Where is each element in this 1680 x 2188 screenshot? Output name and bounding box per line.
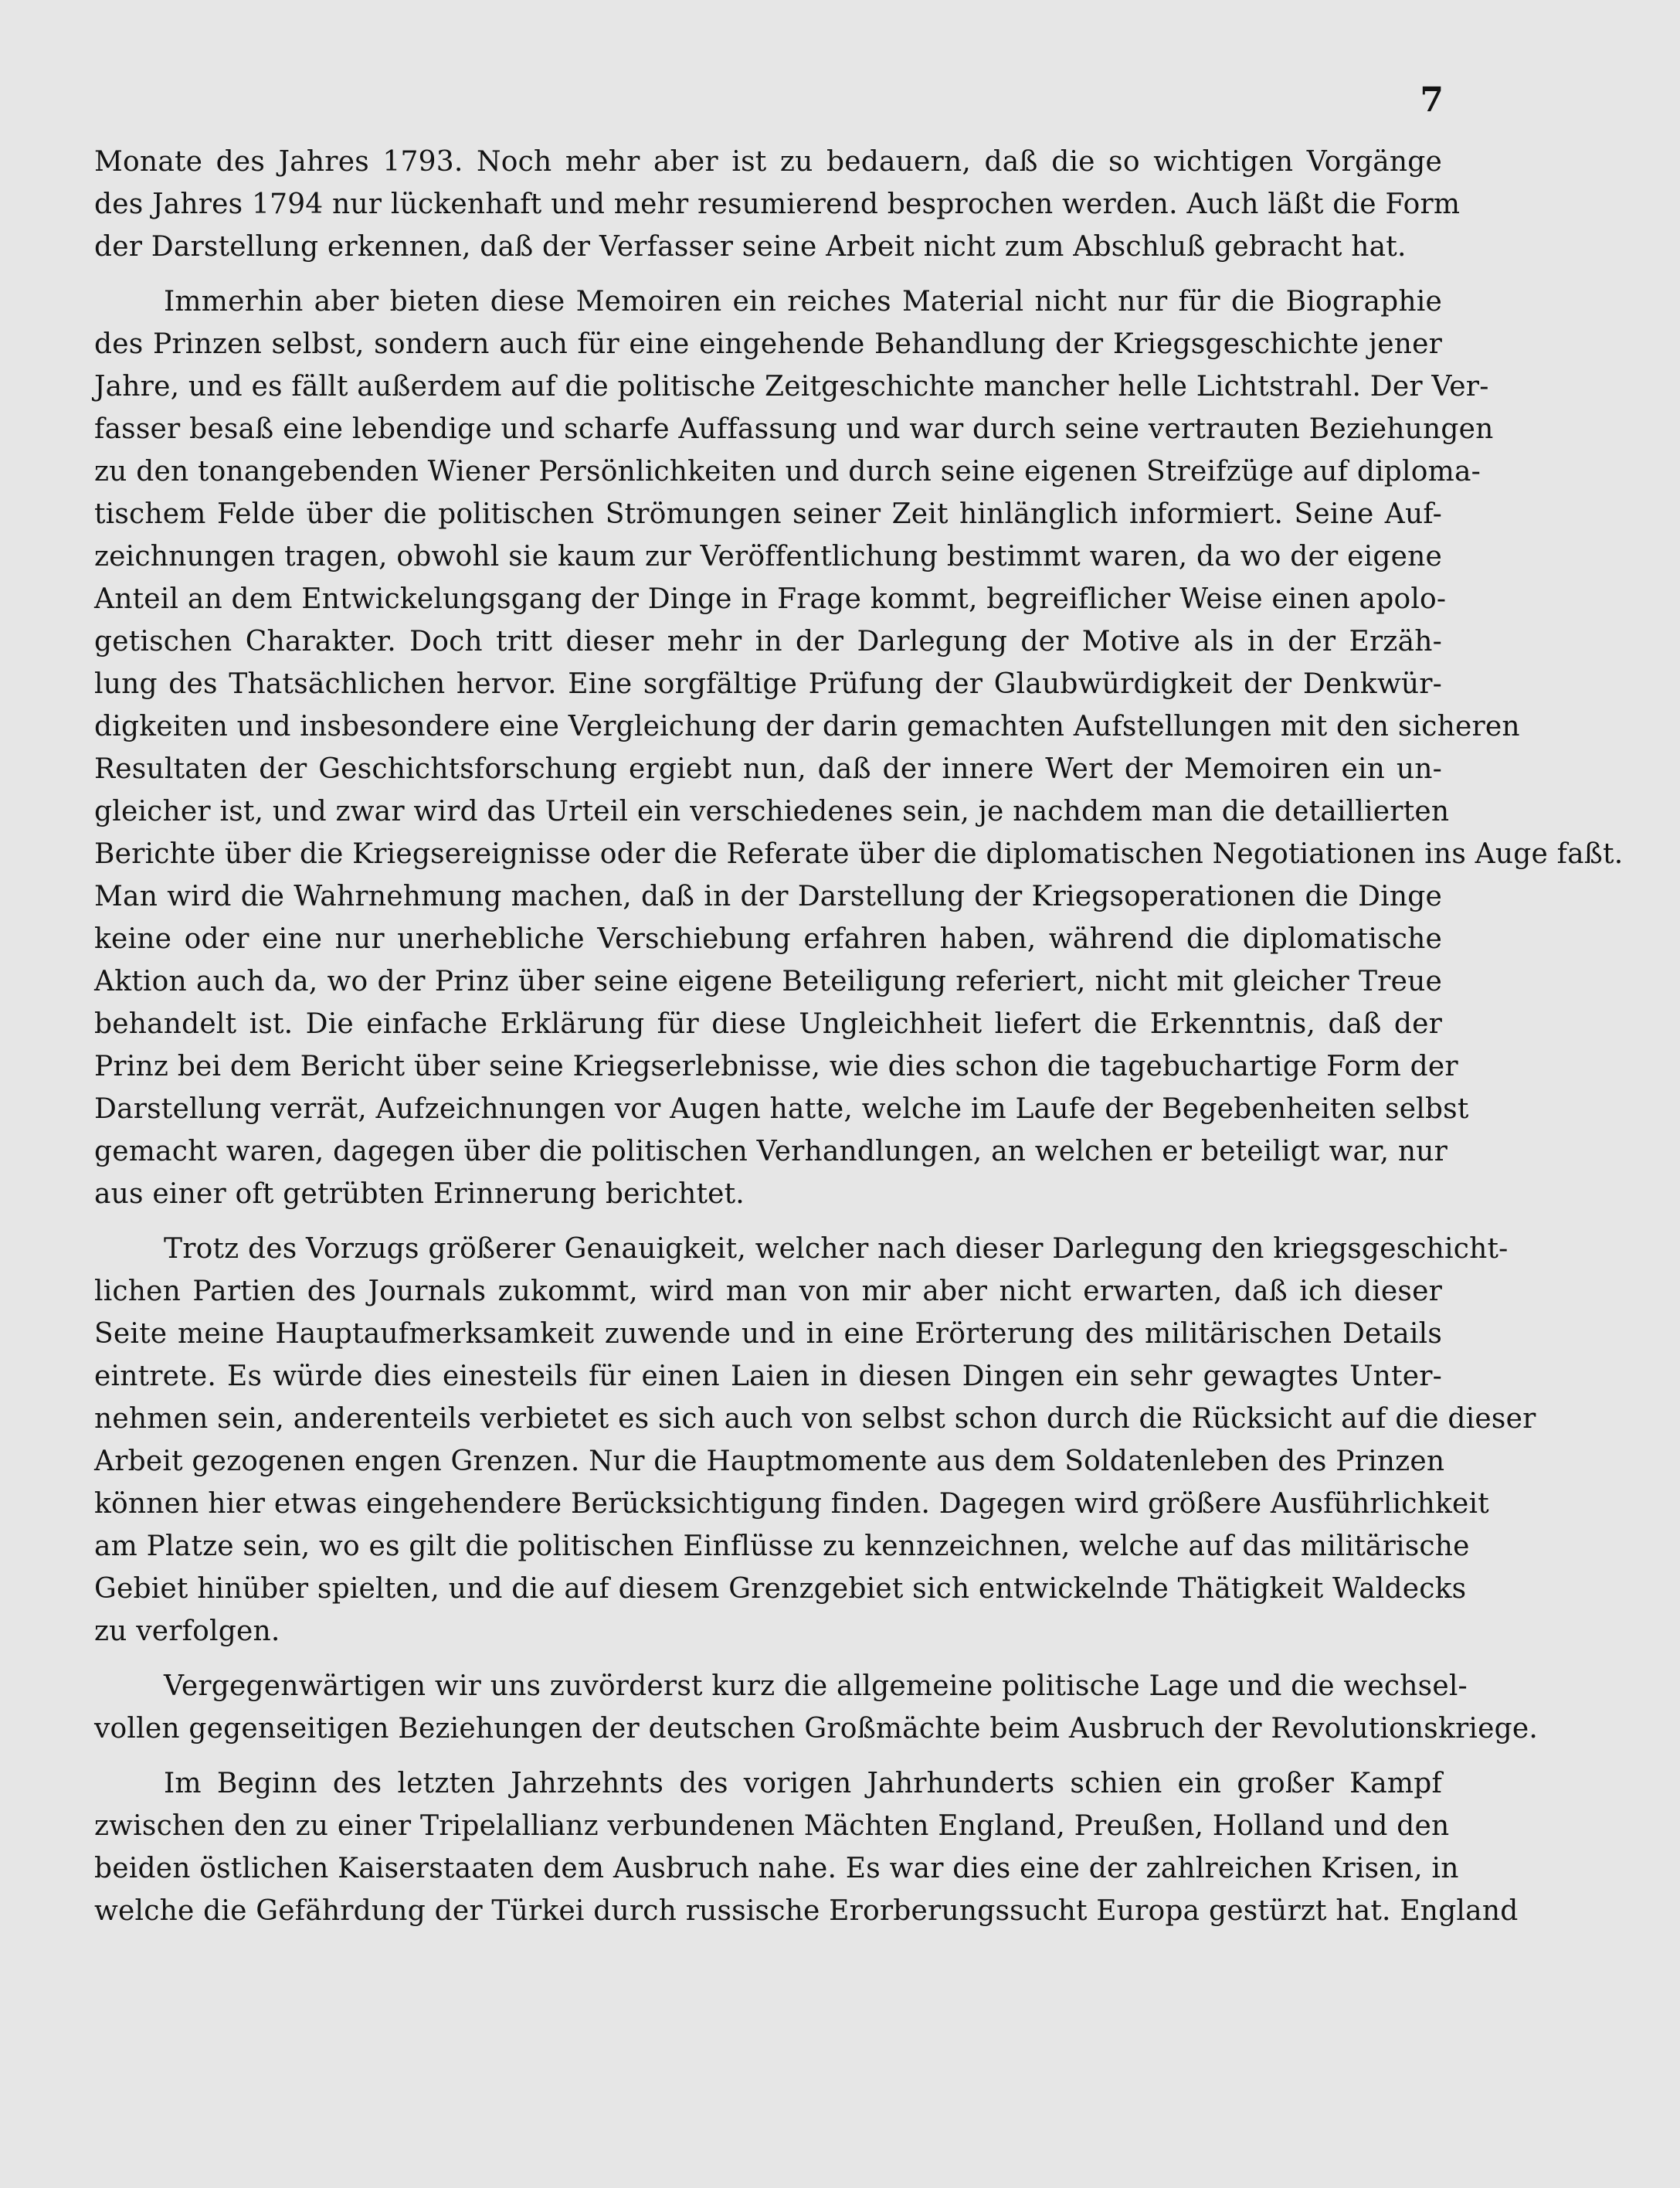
page-number: 7 [1420, 80, 1444, 120]
text-line: Immerhin aber bieten diese Memoiren ein reiches Material nicht nur für die Biographie [164, 286, 1442, 318]
text-line: Monate des Jahres 1793. Noch mehr aber ist zu bedauern, daß die so wichtigen Vorgänge [94, 146, 1442, 178]
text-line: zu den tonangebenden Wiener Persönlichkeiten und durch seine eigenen Streifzüge auf diploma- [94, 456, 1481, 488]
text-line: Resultaten der Geschichtsforschung ergiebt nun, daß der innere Wert der Memoiren ein un- [94, 753, 1442, 785]
text-line: gleicher ist, und zwar wird das Urteil ein verschiedenes sein, je nachdem man die detaillierten [94, 796, 1450, 827]
text-line: Aktion auch da, wo der Prinz über seine eigene Beteiligung referiert, nicht mit gleicher Treue [94, 966, 1442, 997]
text-line: vollen gegenseitigen Beziehungen der deutschen Großmächte beim Ausbruch der Revolutionskriege. [94, 1713, 1539, 1745]
text-line: lichen Partien des Journals zukommt, wird man von mir aber nicht erwarten, daß ich dieser [94, 1276, 1442, 1307]
text-line: keine oder eine nur unerhebliche Verschiebung erfahren haben, während die diplomatische [94, 923, 1442, 955]
text-line: behandelt ist. Die einfache Erklärung für diese Ungleichheit liefert die Erkenntnis, daß der [94, 1008, 1442, 1040]
paragraph-1 [94, 141, 1461, 268]
text-line: lung des Thatsächlichen hervor. Eine sorgfältige Prüfung der Glaubwürdigkeit der Denkwür- [94, 668, 1442, 700]
text-line: der Darstellung erkennen, daß der Verfasser seine Arbeit nicht zum Abschluß gebracht hat. [94, 231, 1407, 263]
paragraph-5 [94, 1762, 1519, 1932]
text-line: beiden östlichen Kaiserstaaten dem Ausbruch nahe. Es war dies eine der zahlreichen Krisen, in [94, 1853, 1459, 1884]
text-line: Gebiet hinüber spielten, und die auf diesem Grenzgebiet sich entwickelnde Thätigkeit Waldecks [94, 1573, 1467, 1605]
text-line: können hier etwas eingehendere Berücksichtigung finden. Dagegen wird größere Ausführlichkeit [94, 1488, 1489, 1520]
text-line: des Prinzen selbst, sondern auch für eine eingehende Behandlung der Kriegsgeschichte jener [94, 328, 1442, 360]
text-line: Anteil an dem Entwickelungsgang der Dinge in Frage kommt, begreiflicher Weise einen apolo- [94, 583, 1447, 615]
paragraph-2 [94, 280, 1624, 1215]
text-line: Berichte über die Kriegsereignisse oder die Referate über die diplomatischen Negotiationen ins Auge faßt. [94, 838, 1624, 870]
text-line: welche die Gefährdung der Türkei durch russische Erorberungssucht Europa gestürzt hat. England [94, 1895, 1519, 1927]
text-line: zwischen den zu einer Tripelallianz verbundenen Mächten England, Preußen, Holland und den [94, 1810, 1450, 1842]
text-line: getischen Charakter. Doch tritt dieser mehr in der Darlegung der Motive als in der Erzäh- [94, 626, 1442, 657]
text-line: Im Beginn des letzten Jahrzehnts des vorigen Jahrhunderts schien ein großer Kampf [164, 1768, 1442, 1799]
text-line: eintrete. Es würde dies einesteils für einen Laien in diesen Dingen ein sehr gewagtes Unter- [94, 1361, 1442, 1392]
text-line: Trotz des Vorzugs größerer Genauigkeit, welcher nach dieser Darlegung den kriegsgeschicht- [164, 1233, 1509, 1265]
text-line: Jahre, und es fällt außerdem auf die politische Zeitgeschichte mancher helle Lichtstrahl. Der Ver- [94, 371, 1489, 403]
text-line: zeichnungen tragen, obwohl sie kaum zur Veröffentlichung bestimmt waren, da wo der eigene [94, 541, 1442, 572]
paragraph-3 [94, 1228, 1536, 1653]
text-line: aus einer oft getrübten Erinnerung berichtet. [94, 1178, 745, 1210]
text-line: am Platze sein, wo es gilt die politischen Einflüsse zu kennzeichnen, welche auf das militärische [94, 1531, 1470, 1562]
text-line: nehmen sein, anderenteils verbietet es sich auch von selbst schon durch die Rücksicht auf die dieser [94, 1403, 1536, 1435]
text-line: digkeiten und insbesondere eine Vergleichung der darin gemachten Aufstellungen mit den sicheren [94, 711, 1520, 742]
body-text [94, 141, 1624, 1945]
text-line: Prinz bei dem Bericht über seine Kriegserlebnisse, wie dies schon die tagebuchartige Form der [94, 1051, 1458, 1082]
text-line: Vergegenwärtigen wir uns zuvörderst kurz die allgemeine politische Lage und die wechsel- [164, 1670, 1468, 1702]
text-line: Arbeit gezogenen engen Grenzen. Nur die Hauptmomente aus dem Soldatenleben des Prinzen [94, 1446, 1445, 1477]
paragraph-4 [94, 1665, 1539, 1750]
text-line: Seite meine Hauptaufmerksamkeit zuwende und in eine Erörterung des militärischen Details [94, 1318, 1442, 1350]
text-line: Darstellung verrät, Aufzeichnungen vor Augen hatte, welche im Laufe der Begebenheiten selbst [94, 1093, 1469, 1125]
text-line: gemacht waren, dagegen über die politischen Verhandlungen, an welchen er beteiligt war, nur [94, 1136, 1448, 1167]
text-line: zu verfolgen. [94, 1616, 280, 1647]
text-line: Man wird die Wahrnehmung machen, daß in der Darstellung der Kriegsoperationen die Dinge [94, 881, 1442, 912]
text-line: des Jahres 1794 nur lückenhaft und mehr resumierend besprochen werden. Auch läßt die Form [94, 189, 1461, 220]
text-line: fasser besaß eine lebendige und scharfe Auffassung und war durch seine vertrauten Beziehungen [94, 413, 1494, 445]
text-line: tischem Felde über die politischen Strömungen seiner Zeit hinlänglich informiert. Seine Auf- [94, 498, 1442, 530]
